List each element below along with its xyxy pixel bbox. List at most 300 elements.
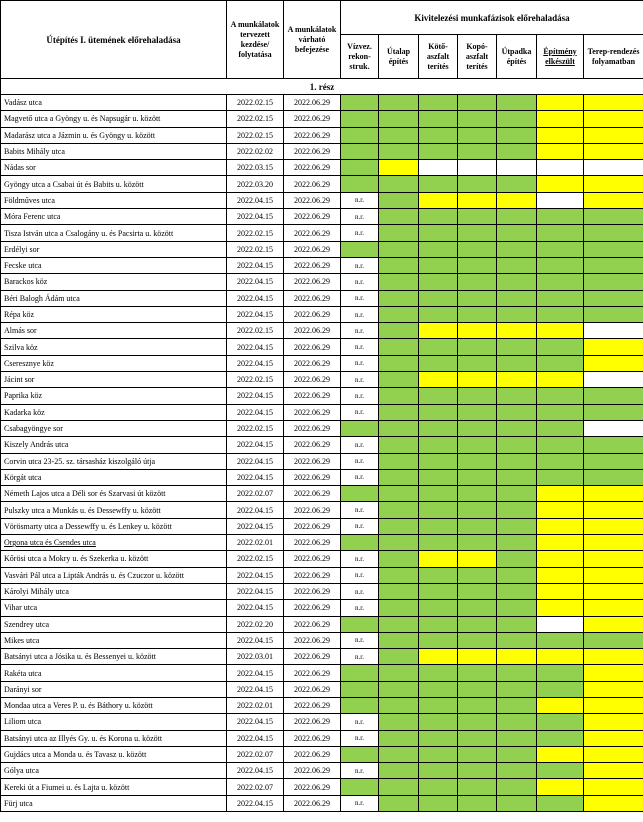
phase-status-cell bbox=[584, 681, 643, 697]
table-row bbox=[1, 746, 643, 762]
phase-status-cell bbox=[497, 111, 537, 127]
start-date: 2022.02.15 bbox=[227, 95, 284, 111]
phase-status-cell bbox=[419, 160, 458, 176]
phase-status-cell bbox=[458, 681, 497, 697]
street-name: Kőrösi utca a Mokry u. és Szekerka u. között bbox=[1, 551, 227, 567]
phase-status-cell bbox=[537, 551, 584, 567]
phase-status-cell bbox=[458, 649, 497, 665]
table-row bbox=[1, 388, 643, 404]
phase-status-cell bbox=[458, 730, 497, 746]
phase-status-cell bbox=[379, 339, 419, 355]
phase-status-cell bbox=[537, 453, 584, 469]
phase-status-cell bbox=[537, 600, 584, 616]
street-name: Csabagyöngye sor bbox=[1, 420, 227, 436]
table-row bbox=[1, 779, 643, 795]
phase-status-cell bbox=[584, 111, 643, 127]
phase-status-cell bbox=[537, 779, 584, 795]
street-name: Kereki út a Fiumei u. és Lajta u. között bbox=[1, 779, 227, 795]
phase-status-cell bbox=[419, 632, 458, 648]
phase-status-cell bbox=[497, 290, 537, 306]
phase-status-cell bbox=[419, 290, 458, 306]
street-name: Liliom utca bbox=[1, 714, 227, 730]
phase-status-cell bbox=[458, 192, 497, 208]
street-name: Vörösmarty utca a Dessewffy u. és Lenkey u. között bbox=[1, 518, 227, 534]
street-name: Mikes utca bbox=[1, 632, 227, 648]
end-date: 2022.06.29 bbox=[284, 355, 341, 371]
end-date: 2022.06.29 bbox=[284, 600, 341, 616]
table-row bbox=[1, 567, 643, 583]
phase-status-cell bbox=[341, 665, 379, 681]
phase-status-cell bbox=[458, 404, 497, 420]
phase-status-cell bbox=[379, 453, 419, 469]
phase-status-cell bbox=[584, 486, 643, 502]
end-date: 2022.06.29 bbox=[284, 746, 341, 762]
phase-status-cell bbox=[379, 567, 419, 583]
phase-status-cell bbox=[497, 95, 537, 111]
phase-status-cell bbox=[419, 518, 458, 534]
phase-status-cell bbox=[458, 160, 497, 176]
table-row bbox=[1, 225, 643, 241]
table-row bbox=[1, 420, 643, 436]
phase-status-cell bbox=[419, 453, 458, 469]
start-date: 2022.02.01 bbox=[227, 535, 284, 551]
phase-status-cell bbox=[341, 95, 379, 111]
phase-status-cell bbox=[497, 339, 537, 355]
phase-status-cell: n.r. bbox=[341, 649, 379, 665]
start-date: 2022.04.15 bbox=[227, 404, 284, 420]
end-date: 2022.06.29 bbox=[284, 290, 341, 306]
table-row bbox=[1, 404, 643, 420]
phase-status-cell bbox=[458, 746, 497, 762]
phase-status-cell bbox=[497, 486, 537, 502]
phase-status-cell bbox=[584, 143, 643, 159]
phase-status-cell bbox=[341, 535, 379, 551]
end-date: 2022.06.29 bbox=[284, 551, 341, 567]
phase-status-cell bbox=[341, 160, 379, 176]
start-date: 2022.04.15 bbox=[227, 257, 284, 273]
phase-status-cell bbox=[419, 763, 458, 779]
phase-status-cell bbox=[537, 257, 584, 273]
phase-status-cell bbox=[341, 746, 379, 762]
table-row bbox=[1, 616, 643, 632]
end-date: 2022.06.29 bbox=[284, 535, 341, 551]
phase-status-cell bbox=[458, 143, 497, 159]
start-date: 2022.02.15 bbox=[227, 420, 284, 436]
phase-status-cell bbox=[379, 95, 419, 111]
start-date: 2022.04.15 bbox=[227, 763, 284, 779]
table-row bbox=[1, 583, 643, 599]
phase-status-cell bbox=[584, 649, 643, 665]
phase-status-cell bbox=[537, 697, 584, 713]
phase-status-cell bbox=[379, 355, 419, 371]
phase-status-cell bbox=[379, 323, 419, 339]
phase-status-cell bbox=[458, 551, 497, 567]
phase-status-cell bbox=[497, 681, 537, 697]
table-row bbox=[1, 160, 643, 176]
end-date: 2022.06.29 bbox=[284, 241, 341, 257]
end-date: 2022.06.29 bbox=[284, 95, 341, 111]
street-name: Kiszely András utca bbox=[1, 437, 227, 453]
end-date: 2022.06.29 bbox=[284, 681, 341, 697]
phase-status-cell bbox=[584, 372, 643, 388]
phase-status-cell bbox=[537, 323, 584, 339]
start-date: 2022.04.15 bbox=[227, 209, 284, 225]
phase-status-cell bbox=[419, 404, 458, 420]
phase-status-cell bbox=[379, 665, 419, 681]
phase-status-cell bbox=[497, 257, 537, 273]
street-name: Répa köz bbox=[1, 306, 227, 322]
end-date: 2022.06.29 bbox=[284, 763, 341, 779]
phase-status-cell bbox=[458, 583, 497, 599]
phase-status-cell bbox=[419, 339, 458, 355]
start-date: 2022.04.15 bbox=[227, 339, 284, 355]
end-date: 2022.06.29 bbox=[284, 795, 341, 811]
phase-status-cell bbox=[458, 111, 497, 127]
phase-status-cell bbox=[458, 502, 497, 518]
phase-status-cell bbox=[584, 404, 643, 420]
phase-status-cell bbox=[458, 274, 497, 290]
phase-status-cell bbox=[379, 632, 419, 648]
phase-status-cell bbox=[537, 567, 584, 583]
phase-status-cell bbox=[379, 583, 419, 599]
phase-status-cell bbox=[458, 518, 497, 534]
phase-status-cell bbox=[497, 241, 537, 257]
start-date: 2022.02.02 bbox=[227, 143, 284, 159]
phase-status-cell bbox=[419, 143, 458, 159]
phase-status-cell bbox=[419, 535, 458, 551]
start-date: 2022.02.15 bbox=[227, 323, 284, 339]
table-row bbox=[1, 697, 643, 713]
table-row bbox=[1, 730, 643, 746]
end-date: 2022.06.29 bbox=[284, 730, 341, 746]
phase-status-cell bbox=[537, 209, 584, 225]
phase-status-cell bbox=[537, 681, 584, 697]
phase-status-cell bbox=[497, 616, 537, 632]
phase-status-cell bbox=[379, 192, 419, 208]
phase-status-cell: n.r. bbox=[341, 600, 379, 616]
phase-status-cell bbox=[379, 551, 419, 567]
phase-status-cell bbox=[537, 616, 584, 632]
phase-status-cell bbox=[419, 779, 458, 795]
phase-status-cell bbox=[341, 681, 379, 697]
phase-status-cell bbox=[584, 583, 643, 599]
street-name: Orgona utca és Csendes utca bbox=[1, 535, 227, 551]
end-date: 2022.06.29 bbox=[284, 143, 341, 159]
phase-status-cell bbox=[584, 616, 643, 632]
phase-header-binder: Kötő-aszfalt terítés bbox=[419, 35, 458, 79]
phase-status-cell bbox=[419, 420, 458, 436]
phases-group-header: Kivitelezési munkafázisok előrehaladása bbox=[341, 1, 643, 35]
street-name: Mondaa utca a Veres P. u. és Báthory u. között bbox=[1, 697, 227, 713]
end-date-header: A munkálatok várható befejezése bbox=[284, 1, 341, 79]
street-name: Kadarka köz bbox=[1, 404, 227, 420]
phase-status-cell bbox=[379, 209, 419, 225]
phase-status-cell bbox=[497, 763, 537, 779]
phase-status-cell bbox=[419, 469, 458, 485]
start-date: 2022.04.15 bbox=[227, 274, 284, 290]
phase-status-cell bbox=[458, 257, 497, 273]
phase-status-cell bbox=[379, 225, 419, 241]
street-name: Vadász utca bbox=[1, 95, 227, 111]
phase-status-cell: n.r. bbox=[341, 323, 379, 339]
phase-status-cell bbox=[537, 225, 584, 241]
end-date: 2022.06.29 bbox=[284, 697, 341, 713]
phase-status-cell bbox=[341, 779, 379, 795]
end-date: 2022.06.29 bbox=[284, 714, 341, 730]
phase-status-cell bbox=[379, 730, 419, 746]
table-row bbox=[1, 209, 643, 225]
phase-status-cell bbox=[379, 404, 419, 420]
table-row bbox=[1, 95, 643, 111]
start-date: 2022.02.07 bbox=[227, 779, 284, 795]
phase-status-cell bbox=[458, 127, 497, 143]
start-date: 2022.04.15 bbox=[227, 600, 284, 616]
phase-status-cell bbox=[419, 257, 458, 273]
start-date: 2022.02.07 bbox=[227, 486, 284, 502]
table-row bbox=[1, 486, 643, 502]
table-row bbox=[1, 649, 643, 665]
phase-status-cell bbox=[379, 437, 419, 453]
table-row bbox=[1, 306, 643, 322]
phase-status-cell bbox=[537, 632, 584, 648]
table-row bbox=[1, 714, 643, 730]
phase-status-cell bbox=[537, 469, 584, 485]
phase-status-cell bbox=[584, 274, 643, 290]
street-name: Babits Mihály utca bbox=[1, 143, 227, 159]
phase-status-cell bbox=[497, 567, 537, 583]
end-date: 2022.06.29 bbox=[284, 665, 341, 681]
street-name: Barackos köz bbox=[1, 274, 227, 290]
table-row bbox=[1, 111, 643, 127]
street-name: Tisza István utca a Csalogány u. és Pacsirta u. között bbox=[1, 225, 227, 241]
table-row bbox=[1, 600, 643, 616]
phase-status-cell bbox=[379, 795, 419, 811]
phase-status-cell bbox=[584, 551, 643, 567]
phase-status-cell bbox=[419, 551, 458, 567]
end-date: 2022.06.29 bbox=[284, 388, 341, 404]
phase-status-cell bbox=[458, 567, 497, 583]
phase-status-cell bbox=[419, 241, 458, 257]
phase-status-cell bbox=[341, 143, 379, 159]
end-date: 2022.06.29 bbox=[284, 209, 341, 225]
phase-status-cell bbox=[537, 127, 584, 143]
start-date: 2022.04.15 bbox=[227, 192, 284, 208]
table-row bbox=[1, 453, 643, 469]
phase-status-cell bbox=[341, 127, 379, 143]
phase-status-cell bbox=[497, 795, 537, 811]
phase-status-cell: n.r. bbox=[341, 453, 379, 469]
street-name: Jácint sor bbox=[1, 372, 227, 388]
phase-header-landscaping: Terep-rendezés folyamatban bbox=[584, 35, 643, 79]
phase-status-cell bbox=[584, 453, 643, 469]
phase-status-cell bbox=[537, 192, 584, 208]
phase-status-cell bbox=[379, 681, 419, 697]
start-date: 2022.03.15 bbox=[227, 160, 284, 176]
phase-header-structure: Építmény elkészült bbox=[537, 35, 584, 79]
phase-status-cell bbox=[584, 779, 643, 795]
table-row bbox=[1, 681, 643, 697]
phase-status-cell bbox=[584, 290, 643, 306]
table-row bbox=[1, 176, 643, 192]
phase-status-cell bbox=[537, 355, 584, 371]
phase-status-cell bbox=[497, 665, 537, 681]
phase-status-cell bbox=[419, 209, 458, 225]
phase-status-cell bbox=[419, 697, 458, 713]
phase-status-cell bbox=[497, 649, 537, 665]
phase-status-cell bbox=[537, 176, 584, 192]
table-row bbox=[1, 323, 643, 339]
phase-status-cell bbox=[458, 616, 497, 632]
phase-status-cell bbox=[497, 746, 537, 762]
phase-status-cell bbox=[537, 730, 584, 746]
phase-status-cell bbox=[537, 339, 584, 355]
end-date: 2022.06.29 bbox=[284, 649, 341, 665]
phase-status-cell bbox=[584, 746, 643, 762]
phase-status-cell bbox=[584, 535, 643, 551]
table-row bbox=[1, 355, 643, 371]
phase-status-cell bbox=[458, 355, 497, 371]
phase-status-cell bbox=[379, 535, 419, 551]
start-date: 2022.02.01 bbox=[227, 697, 284, 713]
phase-status-cell bbox=[419, 486, 458, 502]
phase-status-cell: n.r. bbox=[341, 306, 379, 322]
phase-status-cell: n.r. bbox=[341, 730, 379, 746]
table-row bbox=[1, 469, 643, 485]
street-name: Gólya utca bbox=[1, 763, 227, 779]
phase-status-cell bbox=[379, 290, 419, 306]
start-date: 2022.03.01 bbox=[227, 649, 284, 665]
end-date: 2022.06.29 bbox=[284, 779, 341, 795]
phase-status-cell bbox=[458, 453, 497, 469]
end-date: 2022.06.29 bbox=[284, 486, 341, 502]
phase-status-cell bbox=[497, 502, 537, 518]
phase-status-cell bbox=[458, 665, 497, 681]
street-name: Fürj utca bbox=[1, 795, 227, 811]
phase-status-cell bbox=[584, 469, 643, 485]
table-row bbox=[1, 665, 643, 681]
phase-status-cell bbox=[497, 551, 537, 567]
phase-status-cell: n.r. bbox=[341, 763, 379, 779]
phase-status-cell: n.r. bbox=[341, 437, 379, 453]
phase-status-cell bbox=[537, 420, 584, 436]
phase-status-cell bbox=[497, 535, 537, 551]
street-name: Földműves utca bbox=[1, 192, 227, 208]
street-name: Magvető utca a Gyöngy u. és Napsugár u. között bbox=[1, 111, 227, 127]
phase-status-cell bbox=[497, 518, 537, 534]
end-date: 2022.06.29 bbox=[284, 339, 341, 355]
phase-status-cell bbox=[379, 697, 419, 713]
start-date: 2022.04.15 bbox=[227, 665, 284, 681]
end-date: 2022.06.29 bbox=[284, 469, 341, 485]
street-name: Gyöngy utca a Csabai út és Babits u. között bbox=[1, 176, 227, 192]
phase-status-cell bbox=[537, 763, 584, 779]
phase-status-cell bbox=[497, 323, 537, 339]
start-date: 2022.04.15 bbox=[227, 714, 284, 730]
phase-status-cell bbox=[458, 697, 497, 713]
start-date: 2022.04.15 bbox=[227, 795, 284, 811]
phase-status-cell bbox=[584, 160, 643, 176]
phase-status-cell bbox=[419, 502, 458, 518]
table-row bbox=[1, 257, 643, 273]
phase-status-cell bbox=[379, 176, 419, 192]
phase-status-cell bbox=[379, 616, 419, 632]
phase-status-cell bbox=[379, 111, 419, 127]
phase-status-cell bbox=[497, 274, 537, 290]
phase-status-cell bbox=[497, 355, 537, 371]
phase-status-cell: n.r. bbox=[341, 225, 379, 241]
phase-status-cell bbox=[458, 306, 497, 322]
phase-status-cell bbox=[537, 290, 584, 306]
phase-status-cell bbox=[537, 746, 584, 762]
phase-status-cell bbox=[497, 730, 537, 746]
phase-status-cell bbox=[341, 241, 379, 257]
table-row bbox=[1, 290, 643, 306]
phase-status-cell bbox=[379, 306, 419, 322]
phase-header-wearing: Kopó-aszfalt terítés bbox=[458, 35, 497, 79]
phase-status-cell: n.r. bbox=[341, 388, 379, 404]
phase-status-cell bbox=[537, 372, 584, 388]
phase-status-cell bbox=[458, 486, 497, 502]
phase-status-cell bbox=[419, 600, 458, 616]
start-date: 2022.02.15 bbox=[227, 127, 284, 143]
phase-status-cell bbox=[497, 779, 537, 795]
start-date: 2022.02.20 bbox=[227, 616, 284, 632]
phase-status-cell bbox=[497, 225, 537, 241]
section-title: Útépítés I. ütemének előrehaladása bbox=[1, 1, 227, 79]
phase-status-cell bbox=[537, 714, 584, 730]
phase-status-cell bbox=[537, 583, 584, 599]
table-row bbox=[1, 518, 643, 534]
phase-status-cell bbox=[341, 486, 379, 502]
phase-status-cell bbox=[584, 502, 643, 518]
street-name: Körgát utca bbox=[1, 469, 227, 485]
phase-status-cell bbox=[458, 209, 497, 225]
phase-status-cell bbox=[497, 209, 537, 225]
start-date: 2022.02.15 bbox=[227, 111, 284, 127]
street-name: Almás sor bbox=[1, 323, 227, 339]
start-date: 2022.02.15 bbox=[227, 225, 284, 241]
phase-status-cell bbox=[584, 437, 643, 453]
phase-status-cell bbox=[419, 355, 458, 371]
phase-status-cell bbox=[419, 111, 458, 127]
phase-status-cell bbox=[497, 632, 537, 648]
phase-status-cell bbox=[458, 290, 497, 306]
phase-status-cell bbox=[379, 763, 419, 779]
phase-status-cell bbox=[584, 763, 643, 779]
phase-status-cell: n.r. bbox=[341, 209, 379, 225]
phase-status-cell bbox=[379, 518, 419, 534]
phase-status-cell bbox=[497, 404, 537, 420]
phase-status-cell bbox=[458, 372, 497, 388]
phase-status-cell bbox=[537, 437, 584, 453]
phase-status-cell: n.r. bbox=[341, 795, 379, 811]
phase-status-cell bbox=[341, 111, 379, 127]
phase-status-cell bbox=[419, 176, 458, 192]
phase-status-cell: n.r. bbox=[341, 355, 379, 371]
phase-status-cell bbox=[458, 600, 497, 616]
phase-status-cell bbox=[584, 95, 643, 111]
street-name: Szendrey utca bbox=[1, 616, 227, 632]
phase-status-cell bbox=[419, 730, 458, 746]
phase-status-cell: n.r. bbox=[341, 567, 379, 583]
phase-status-cell bbox=[584, 518, 643, 534]
phase-status-cell bbox=[584, 632, 643, 648]
street-name: Darányi sor bbox=[1, 681, 227, 697]
phase-status-cell bbox=[419, 616, 458, 632]
end-date: 2022.06.29 bbox=[284, 257, 341, 273]
table-row bbox=[1, 372, 643, 388]
phase-status-cell bbox=[379, 372, 419, 388]
